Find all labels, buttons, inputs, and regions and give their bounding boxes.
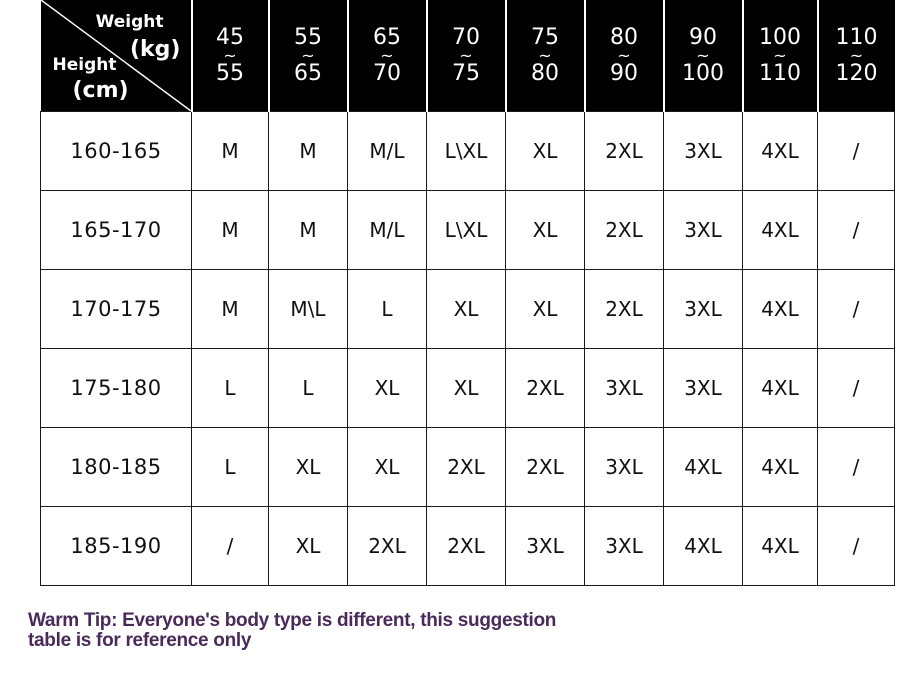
weight-label: Weight: [95, 12, 164, 32]
range-separator: ~: [849, 46, 864, 65]
size-cell: XL: [506, 191, 585, 270]
weight-to: 80: [531, 61, 559, 86]
weight-range-header: [743, 0, 818, 112]
size-cell: L\XL: [427, 191, 506, 270]
weight-range-header: [585, 0, 664, 112]
height-range-cell: 175-180: [41, 349, 192, 428]
size-cell: 2XL: [506, 349, 585, 428]
table-row: [41, 270, 895, 349]
size-cell: 4XL: [664, 428, 743, 507]
size-cell: 3XL: [585, 428, 664, 507]
size-cell: M: [192, 191, 269, 270]
height-range-cell: 185-190: [41, 507, 192, 586]
range-separator: ~: [538, 46, 552, 65]
weight-unit: (kg): [130, 37, 181, 62]
size-cell: 2XL: [585, 112, 664, 191]
size-cell: 3XL: [664, 270, 743, 349]
weight-to: 55: [216, 61, 244, 86]
weight-range-header: [269, 0, 348, 112]
size-cell: 3XL: [506, 507, 585, 586]
weight-from: 75: [531, 25, 559, 50]
warm-tip-line: table is for reference only: [28, 630, 252, 651]
size-cell: /: [818, 349, 895, 428]
height-range-cell: 165-170: [41, 191, 192, 270]
size-cell: 3XL: [664, 349, 743, 428]
height-unit: (cm): [72, 78, 129, 103]
warm-tip-line: Warm Tip: Everyone's body type is different, this suggestion: [28, 610, 557, 631]
size-cell: M: [269, 112, 348, 191]
size-chart-table: [40, 0, 895, 586]
size-cell: 2XL: [506, 428, 585, 507]
weight-from: 45: [216, 25, 244, 50]
weight-from: 110: [835, 25, 878, 50]
table-row: [41, 507, 895, 586]
size-cell: 4XL: [664, 507, 743, 586]
size-cell: L: [269, 349, 348, 428]
weight-to: 90: [610, 61, 638, 86]
range-separator: ~: [223, 46, 237, 65]
size-cell: 3XL: [585, 507, 664, 586]
size-cell: XL: [427, 270, 506, 349]
size-cell: 2XL: [348, 507, 427, 586]
range-separator: ~: [380, 46, 394, 65]
size-cell: XL: [269, 428, 348, 507]
size-cell: 3XL: [664, 112, 743, 191]
weight-to: 110: [759, 61, 801, 86]
weight-from: 90: [689, 25, 717, 50]
size-cell: /: [818, 270, 895, 349]
size-cell: L: [192, 428, 269, 507]
weight-from: 100: [759, 25, 801, 50]
size-cell: XL: [269, 507, 348, 586]
size-cell: 2XL: [427, 428, 506, 507]
size-cell: /: [818, 191, 895, 270]
size-cell: 4XL: [743, 349, 818, 428]
corner-header: [41, 0, 192, 112]
size-cell: XL: [506, 112, 585, 191]
range-separator: ~: [459, 46, 473, 65]
weight-to: 120: [835, 61, 878, 86]
header-row: [41, 0, 895, 112]
size-cell: XL: [348, 349, 427, 428]
size-cell: 2XL: [585, 270, 664, 349]
weight-to: 65: [294, 61, 322, 86]
table-row: [41, 428, 895, 507]
size-cell: XL: [348, 428, 427, 507]
size-cell: M/L: [348, 112, 427, 191]
height-range-cell: 170-175: [41, 270, 192, 349]
size-cell: L\XL: [427, 112, 506, 191]
weight-to: 100: [682, 61, 724, 86]
size-cell: 3XL: [664, 191, 743, 270]
size-cell: 4XL: [743, 191, 818, 270]
size-cell: M\L: [269, 270, 348, 349]
table-row: [41, 112, 895, 191]
weight-range-header: [427, 0, 506, 112]
weight-from: 55: [294, 25, 322, 50]
size-cell: M/L: [348, 191, 427, 270]
size-cell: M: [269, 191, 348, 270]
size-cell: XL: [506, 270, 585, 349]
size-cell: L: [192, 349, 269, 428]
size-cell: 4XL: [743, 428, 818, 507]
weight-from: 70: [452, 25, 480, 50]
weight-from: 80: [610, 25, 638, 50]
warm-tip-note: [28, 611, 628, 651]
weight-to: 70: [373, 61, 401, 86]
size-cell: 4XL: [743, 112, 818, 191]
weight-range-header: [818, 0, 895, 112]
weight-range-header: [192, 0, 269, 112]
size-cell: /: [192, 507, 269, 586]
table-row: [41, 349, 895, 428]
weight-range-header: [506, 0, 585, 112]
size-cell: XL: [427, 349, 506, 428]
weight-to: 75: [452, 61, 480, 86]
height-label: Height: [52, 55, 117, 75]
size-cell: /: [818, 507, 895, 586]
range-separator: ~: [617, 46, 631, 65]
range-separator: ~: [696, 46, 710, 65]
size-cell: /: [818, 428, 895, 507]
range-separator: ~: [773, 46, 787, 65]
weight-range-header: [348, 0, 427, 112]
range-separator: ~: [301, 46, 315, 65]
size-cell: 4XL: [743, 507, 818, 586]
height-range-cell: 160-165: [41, 112, 192, 191]
size-cell: M: [192, 112, 269, 191]
size-cell: 2XL: [585, 191, 664, 270]
size-cell: 2XL: [427, 507, 506, 586]
height-range-cell: 180-185: [41, 428, 192, 507]
size-cell: L: [348, 270, 427, 349]
size-cell: 4XL: [743, 270, 818, 349]
size-cell: M: [192, 270, 269, 349]
size-cell: 3XL: [585, 349, 664, 428]
table-row: [41, 191, 895, 270]
weight-range-header: [664, 0, 743, 112]
weight-from: 65: [373, 25, 401, 50]
size-cell: /: [818, 112, 895, 191]
